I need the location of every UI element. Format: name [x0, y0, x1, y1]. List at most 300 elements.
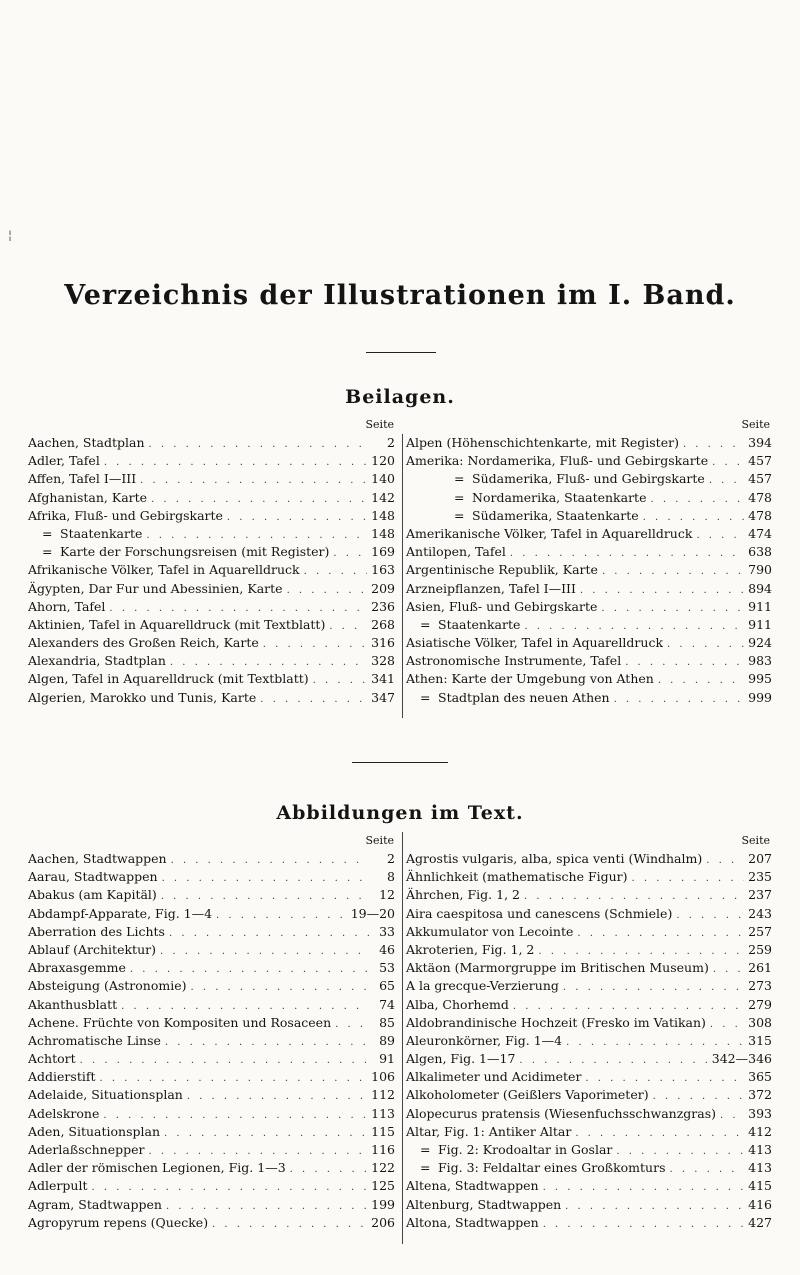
index-entry	[406, 434, 772, 452]
dot-leader	[140, 472, 367, 490]
page-number: 365	[748, 1069, 772, 1085]
entry-label	[406, 543, 506, 561]
entry-text: Aktäon (Marmorgruppe im Britischen Museum)	[406, 960, 709, 976]
entry-text: Algen, Tafel in Aquarelldruck (mit Textblatt)	[28, 671, 309, 687]
ditto-mark: =	[420, 616, 431, 632]
page-number: 372	[748, 1087, 772, 1103]
index-entry	[28, 507, 395, 525]
page-number: 116	[371, 1142, 395, 1157]
page-number: 2	[387, 851, 395, 866]
dot-leader	[543, 1179, 745, 1197]
entry-label	[406, 941, 534, 959]
entry-label	[406, 959, 709, 977]
entry-text: Alkoholometer (Geißlers Vaporimeter)	[406, 1087, 649, 1103]
index-entry	[28, 580, 395, 598]
page-number: 457	[748, 471, 772, 487]
entry-text: Altona, Stadtwappen	[406, 1214, 539, 1230]
margin-mark: ¦	[8, 228, 13, 242]
page-number: 8	[387, 869, 395, 885]
entry-text: Aachen, Stadtplan	[28, 435, 145, 450]
entry-label	[406, 923, 573, 941]
dot-leader	[670, 1161, 745, 1179]
index-entry	[28, 1196, 395, 1214]
index-entry	[406, 1105, 772, 1123]
entry-label	[406, 1214, 539, 1232]
page-number: 91	[379, 1051, 395, 1067]
index-entry	[406, 1050, 772, 1068]
index-entry	[406, 996, 772, 1014]
ditto-mark: =	[420, 1142, 431, 1157]
entry-label	[406, 1105, 716, 1123]
abbildungen-right-column	[406, 850, 772, 1232]
entry-text: Ablauf (Architektur)	[28, 941, 156, 957]
entry-label	[28, 634, 259, 652]
page-number: 413	[748, 1160, 772, 1176]
entry-label	[406, 1196, 561, 1214]
entry-label	[28, 434, 145, 452]
entry-text: Aachen, Stadtwappen	[28, 851, 167, 866]
entry-text: Affen, Tafel I—III	[28, 471, 137, 487]
dot-leader	[565, 1198, 744, 1216]
page-number: 261	[748, 960, 772, 976]
dot-leader	[162, 870, 369, 888]
entry-text: Agram, Stadtwappen	[28, 1196, 162, 1212]
entry-text: Fig. 2: Krodoaltar in Goslar	[438, 1142, 613, 1157]
dot-leader	[709, 472, 744, 490]
page-number: 142	[371, 489, 395, 505]
index-entry	[28, 1105, 395, 1123]
entry-text: Afrikanische Völker, Tafel in Aquarelldruck	[28, 562, 300, 578]
index-entry	[28, 1068, 395, 1086]
entry-text: Akanthusblatt	[28, 996, 118, 1012]
entry-text: Südamerika, Fluß- und Gebirgskarte	[472, 471, 705, 487]
entry-text: Staatenkarte	[438, 616, 521, 632]
page-number: 85	[379, 1014, 395, 1030]
index-entry	[28, 923, 395, 941]
entry-text: Ähnlichkeit (mathematische Figur)	[406, 869, 628, 885]
entry-label	[406, 470, 705, 488]
index-entry	[406, 452, 772, 470]
entry-text: Achromatische Linse	[28, 1032, 161, 1048]
page-number: 46	[379, 941, 395, 957]
entry-text: Alexanders des Großen Reich, Karte	[28, 635, 259, 651]
entry-text: Aden, Situationsplan	[28, 1123, 161, 1139]
seite-label-right: Seite	[741, 834, 770, 847]
index-entry	[406, 470, 772, 488]
entry-label	[28, 1177, 87, 1195]
page-number: 315	[748, 1032, 772, 1048]
dot-leader	[335, 1016, 369, 1034]
entry-text: Staatenkarte	[60, 525, 143, 541]
page-number: 347	[371, 689, 395, 705]
entry-label	[28, 652, 166, 670]
dot-leader	[171, 852, 369, 870]
entry-text: Algen, Fig. 1—17	[406, 1051, 516, 1067]
entry-label	[406, 850, 702, 868]
index-entry	[406, 1086, 772, 1104]
dot-leader	[712, 454, 744, 472]
page-number: 273	[748, 978, 772, 994]
page-number: 236	[371, 598, 395, 614]
ditto-mark: =	[454, 489, 465, 505]
entry-label	[28, 689, 256, 707]
page-number: 427	[748, 1214, 772, 1230]
entry-text: Alkalimeter und Acidimeter	[406, 1069, 582, 1085]
page-number: 235	[748, 869, 772, 885]
entry-text: Asiatische Völker, Tafel in Aquarelldruck	[406, 635, 664, 651]
index-entry	[406, 868, 772, 886]
dot-leader	[164, 1125, 367, 1143]
page-number: 148	[371, 507, 395, 523]
index-entry	[28, 1050, 395, 1068]
dot-leader	[160, 943, 369, 961]
entry-text: Athen: Karte der Umgebung von Athen	[406, 671, 654, 687]
index-entry	[28, 959, 395, 977]
title-divider	[366, 352, 436, 353]
dot-leader	[260, 691, 367, 709]
dot-leader	[149, 436, 370, 454]
page-number: 995	[748, 671, 772, 687]
index-entry	[406, 1032, 772, 1050]
index-entry	[28, 489, 395, 507]
entry-text: Astronomische Instrumente, Tafel	[406, 653, 622, 669]
entry-label	[406, 634, 663, 652]
entry-label	[28, 1141, 145, 1159]
ditto-mark: =	[420, 1160, 431, 1176]
entry-text: Karte der Forschungsreisen (mit Register)	[60, 544, 330, 560]
page-number: 342—346	[711, 1051, 772, 1067]
page-number: 106	[371, 1069, 395, 1085]
entry-label	[28, 1105, 99, 1123]
page-number: 209	[371, 580, 395, 596]
entry-text: Antilopen, Tafel	[406, 544, 506, 560]
entry-text: Aberration des Lichts	[28, 923, 165, 939]
index-entry	[28, 598, 395, 616]
entry-label	[28, 868, 158, 886]
entry-text: Alpen (Höhenschichtenkarte, mit Register)	[406, 435, 679, 450]
ditto-mark: =	[454, 507, 465, 523]
entry-label	[406, 507, 639, 525]
entry-label	[28, 1014, 331, 1032]
entry-label	[406, 489, 646, 507]
dot-leader	[563, 979, 744, 997]
dot-leader	[80, 1052, 369, 1070]
page-number: 894	[748, 580, 772, 596]
dot-leader	[263, 636, 367, 654]
entry-text: Aderlaßschnepper	[28, 1142, 145, 1157]
entry-label	[28, 1032, 161, 1050]
dot-leader	[290, 1161, 367, 1179]
index-entry	[28, 634, 395, 652]
index-entry	[406, 1177, 772, 1195]
index-entry	[406, 1214, 772, 1232]
beilagen-right-column	[406, 434, 772, 707]
index-entry	[28, 689, 395, 707]
entry-label	[28, 941, 156, 959]
seite-label-left: Seite	[365, 418, 394, 431]
index-entry	[28, 1032, 395, 1050]
entry-text: Aldobrandinische Hochzeit (Fresko im Vatikan)	[406, 1014, 706, 1030]
entry-label	[28, 886, 157, 904]
page-number: 148	[371, 525, 395, 541]
entry-label	[406, 977, 559, 995]
entry-label	[406, 652, 621, 670]
entry-text: Abraxasgemme	[28, 960, 126, 976]
entry-label	[28, 1086, 183, 1104]
entry-text: Ägypten, Dar Fur und Abessinien, Karte	[28, 580, 283, 596]
page-number: 12	[379, 887, 395, 903]
index-entry	[28, 434, 395, 452]
page-number: 122	[371, 1160, 395, 1176]
page-number: 478	[748, 489, 772, 505]
index-entry	[406, 507, 772, 525]
page-number: 413	[748, 1142, 772, 1157]
page-number: 416	[748, 1196, 772, 1212]
entry-label	[406, 1032, 562, 1050]
index-entry	[28, 886, 395, 904]
dot-leader	[696, 527, 744, 545]
entry-label	[28, 1214, 208, 1232]
index-entry	[28, 1141, 395, 1159]
page-number: 259	[748, 941, 772, 957]
index-entry	[406, 1159, 772, 1177]
dot-leader	[543, 1216, 744, 1234]
entry-label	[406, 1123, 571, 1141]
index-entry	[28, 1086, 395, 1104]
page-number: 638	[748, 544, 772, 560]
dot-leader	[216, 907, 347, 925]
beilagen-column-divider	[402, 434, 403, 718]
dot-leader	[710, 1016, 744, 1034]
page-number: 74	[379, 996, 395, 1012]
index-entry	[406, 489, 772, 507]
entry-text: Adelskrone	[28, 1105, 100, 1121]
entry-text: Afghanistan, Karte	[28, 489, 148, 505]
page-number: 53	[379, 960, 395, 976]
index-entry	[406, 580, 772, 598]
dot-leader	[333, 545, 367, 563]
page-number: 199	[371, 1196, 395, 1212]
dot-leader	[287, 582, 368, 600]
dot-leader	[706, 852, 744, 870]
entry-label	[28, 470, 136, 488]
page-number: 393	[748, 1105, 772, 1121]
entry-text: Akroterien, Fig. 1, 2	[406, 941, 535, 957]
entry-text: Aleuronkörner, Fig. 1—4	[406, 1032, 563, 1048]
page-number: 206	[371, 1214, 395, 1230]
dot-leader	[104, 454, 367, 472]
index-entry	[406, 689, 772, 707]
dot-leader	[720, 1107, 744, 1125]
entry-label	[28, 1068, 96, 1086]
entry-text: Alopecurus pratensis (Wiesenfuchsschwanzgras)	[406, 1105, 716, 1121]
entry-label	[28, 996, 117, 1014]
entry-text: Akkumulator von Lecointe	[406, 923, 574, 939]
section-heading-beilagen: Beilagen.	[345, 386, 455, 408]
entry-label	[28, 489, 147, 507]
index-entry	[28, 652, 395, 670]
entry-label	[406, 1141, 612, 1159]
index-entry	[28, 941, 395, 959]
index-entry	[28, 996, 395, 1014]
index-entry	[28, 1014, 395, 1032]
entry-text: Absteigung (Astronomie)	[28, 978, 187, 994]
page-number: 328	[371, 653, 395, 669]
entry-label	[28, 977, 186, 995]
dot-leader	[602, 563, 744, 581]
seite-label-left: Seite	[365, 834, 394, 847]
index-entry	[406, 543, 772, 561]
page-number: 65	[379, 978, 395, 994]
entry-text: Agrostis vulgaris, alba, spica venti (Windhalm)	[406, 851, 703, 866]
index-entry	[406, 525, 772, 543]
dot-leader	[580, 582, 744, 600]
index-entry	[406, 977, 772, 995]
page-number: 237	[748, 887, 772, 903]
index-entry	[28, 1159, 395, 1177]
entry-text: Afrika, Fluß- und Gebirgskarte	[28, 507, 223, 523]
dot-leader	[313, 672, 367, 690]
dot-leader	[676, 907, 744, 925]
entry-label	[406, 868, 628, 886]
entry-text: Adelaide, Situationsplan	[28, 1087, 183, 1103]
index-entry	[28, 977, 395, 995]
section-divider	[352, 762, 448, 763]
entry-label	[406, 905, 672, 923]
index-entry	[406, 1068, 772, 1086]
entry-text: Addierstift	[28, 1069, 96, 1085]
index-entry	[406, 1123, 772, 1141]
entry-label	[406, 598, 597, 616]
page-number: 983	[748, 653, 772, 669]
index-entry	[28, 868, 395, 886]
entry-label	[406, 689, 610, 707]
dot-leader	[658, 672, 744, 690]
page-number: 316	[371, 635, 395, 651]
index-entry	[28, 1214, 395, 1232]
index-entry	[406, 616, 772, 634]
page-number: 911	[748, 616, 772, 632]
entry-text: Aira caespitosa und canescens (Schmiele)	[406, 905, 673, 921]
page-number: 279	[748, 996, 772, 1012]
dot-leader	[632, 870, 745, 888]
entry-label	[28, 1196, 162, 1214]
dot-leader	[667, 636, 744, 654]
entry-label	[406, 1177, 539, 1195]
entry-text: Südamerika, Staatenkarte	[472, 507, 639, 523]
entry-text: Adlerpult	[28, 1178, 88, 1194]
page-number: 112	[371, 1087, 395, 1103]
abbildungen-left-column	[28, 850, 395, 1232]
entry-text: Amerikanische Völker, Tafel in Aquarelldruck	[406, 525, 693, 541]
dot-leader	[187, 1088, 367, 1106]
entry-text: A la grecque-Verzierung	[406, 978, 559, 994]
entry-label	[28, 850, 167, 868]
dot-leader	[165, 1034, 369, 1052]
index-entry	[28, 470, 395, 488]
entry-label	[406, 996, 509, 1014]
page-number: 268	[371, 616, 395, 632]
beilagen-left-column	[28, 434, 395, 707]
index-entry	[406, 850, 772, 868]
index-entry	[28, 561, 395, 579]
page-number: 341	[371, 671, 395, 687]
page-number: 999	[748, 689, 772, 705]
section-heading-abbildungen: Abbildungen im Text.	[276, 802, 524, 824]
entry-text: Altenburg, Stadtwappen	[406, 1196, 562, 1212]
entry-text: Agropyrum repens (Quecke)	[28, 1214, 209, 1230]
page-number: 125	[371, 1178, 395, 1194]
entry-text: Abdampf-Apparate, Fig. 1—4	[28, 905, 213, 921]
index-entry	[406, 1141, 772, 1159]
index-entry	[28, 1177, 395, 1195]
entry-label	[406, 616, 520, 634]
entry-text: Alexandria, Stadtplan	[28, 653, 166, 669]
page-number: 308	[748, 1014, 772, 1030]
entry-text: Fig. 3: Feldaltar eines Großkomturs	[438, 1160, 666, 1176]
entry-label	[28, 670, 309, 688]
index-entry	[406, 561, 772, 579]
dot-leader	[227, 509, 367, 527]
entry-text: Ahorn, Tafel	[28, 598, 106, 614]
entry-label	[28, 525, 142, 543]
ditto-mark: =	[454, 471, 465, 487]
index-entry	[28, 616, 395, 634]
entry-text: Alba, Chorhemd	[406, 996, 509, 1012]
page-number: 207	[748, 851, 772, 866]
index-entry	[406, 598, 772, 616]
abbildungen-column-divider	[402, 832, 403, 1244]
index-entry	[406, 670, 772, 688]
page-number: 790	[748, 562, 772, 578]
entry-label	[28, 923, 165, 941]
page-number: 163	[371, 562, 395, 578]
entry-text: Asien, Fluß- und Gebirgskarte	[406, 598, 598, 614]
page-number: 120	[371, 453, 395, 469]
page-number: 140	[371, 471, 395, 487]
page-number: 394	[748, 435, 772, 450]
entry-label	[28, 1123, 160, 1141]
index-entry	[406, 923, 772, 941]
entry-text: Aarau, Stadtwappen	[28, 869, 158, 885]
page-number: 457	[748, 453, 772, 469]
entry-label	[406, 525, 692, 543]
ditto-mark: =	[42, 525, 53, 541]
ditto-mark: =	[42, 544, 53, 560]
entry-label	[28, 452, 100, 470]
entry-text: Stadtplan des neuen Athen	[438, 689, 610, 705]
entry-text: Achene. Früchte von Kompositen und Rosaceen	[28, 1014, 332, 1030]
dot-leader	[169, 925, 369, 943]
entry-label	[28, 580, 283, 598]
entry-label	[406, 1014, 706, 1032]
index-entry	[28, 1123, 395, 1141]
page-number: 243	[748, 905, 772, 921]
dot-leader	[212, 1216, 367, 1234]
dot-leader	[614, 691, 745, 709]
page-number: 415	[748, 1178, 772, 1194]
index-entry	[406, 652, 772, 670]
page-number: 113	[371, 1105, 395, 1121]
seite-label-right: Seite	[741, 418, 770, 431]
entry-label	[406, 1086, 649, 1104]
index-entry	[406, 905, 772, 923]
index-entry	[28, 905, 395, 923]
page-number: 169	[371, 544, 395, 560]
dot-leader	[190, 979, 369, 997]
index-entry	[406, 1196, 772, 1214]
entry-label	[406, 670, 654, 688]
